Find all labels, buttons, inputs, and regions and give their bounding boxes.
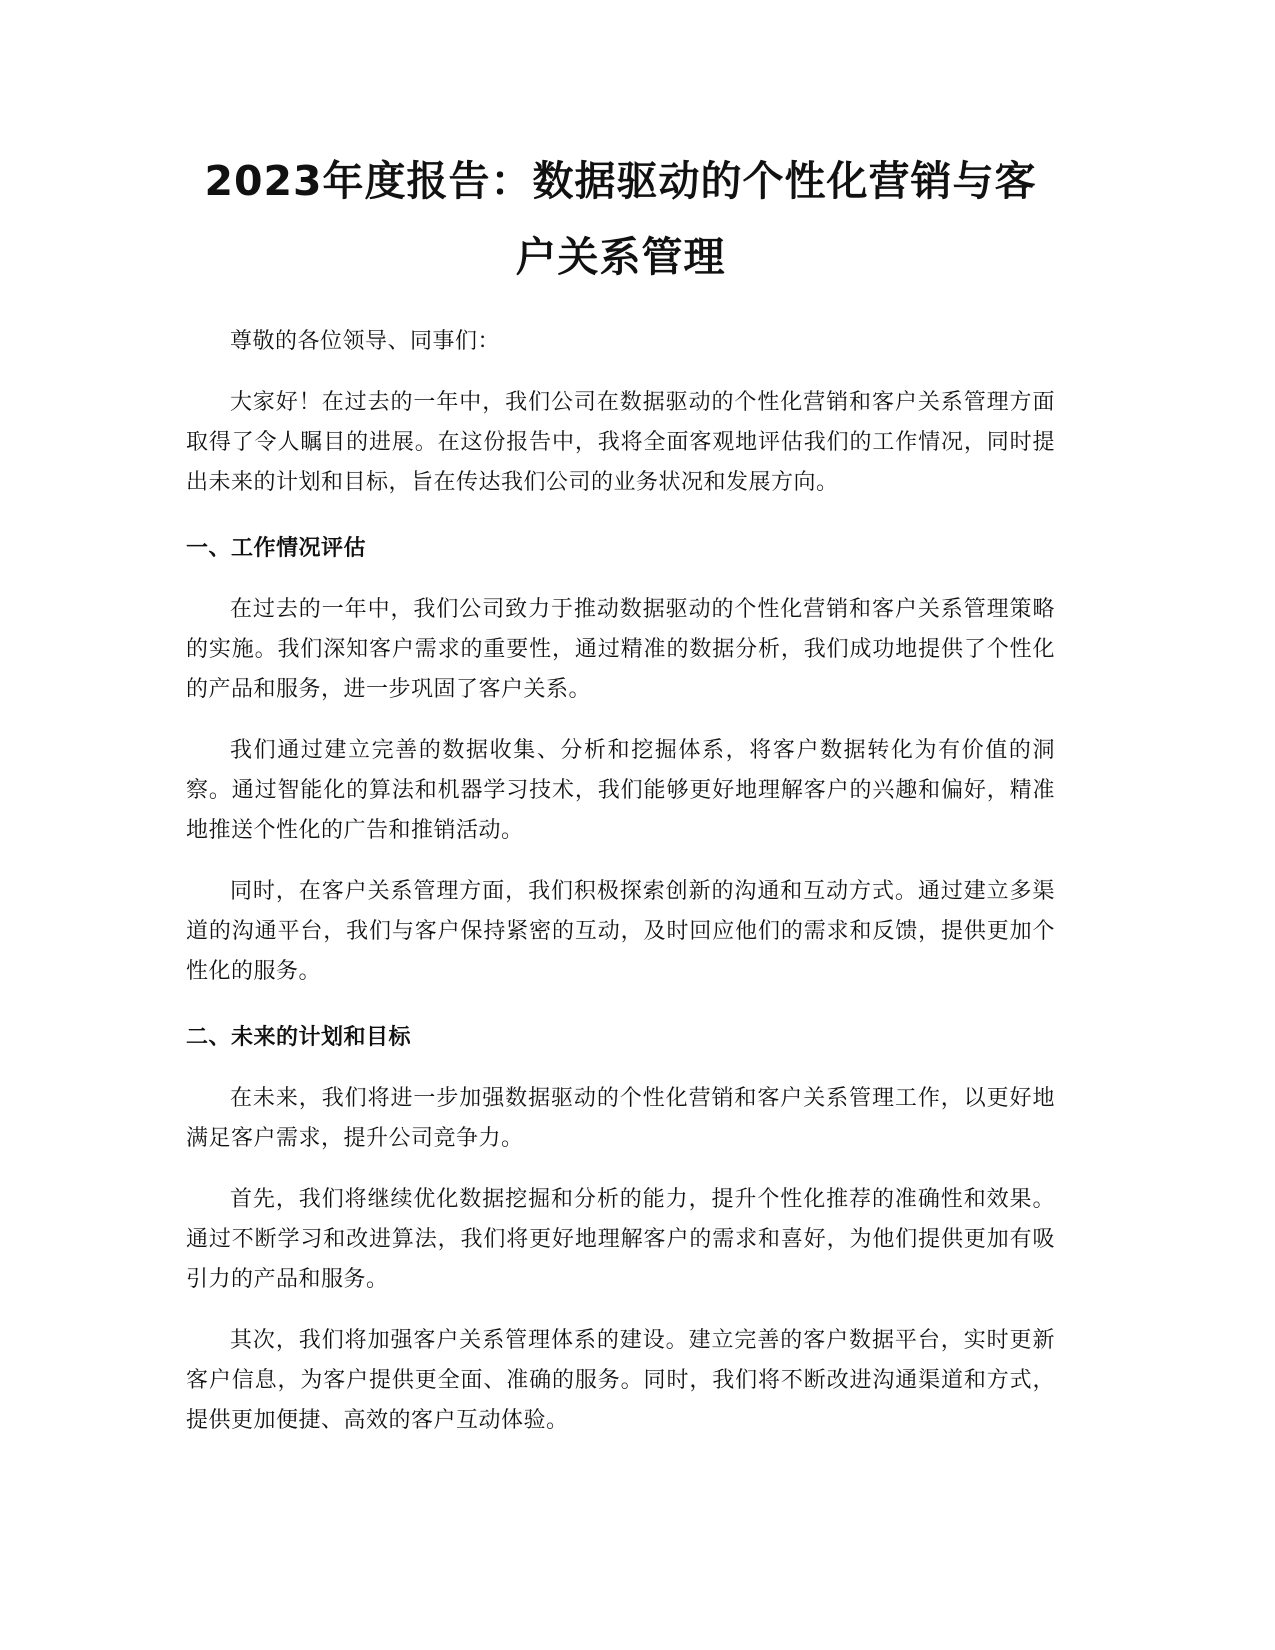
- section1-paragraph-2: 我们通过建立完善的数据收集、分析和挖掘体系，将客户数据转化为有价值的洞察。通过智能化的算法和机器学习技术，我们能够更好地理解客户的兴趣和偏好，精准地推送个性化的广告和推销活动。: [186, 738, 1055, 843]
- section2-paragraph-1: 在未来，我们将进一步加强数据驱动的个性化营销和客户关系管理工作，以更好地满足客户需求，提升公司竞争力。: [186, 1086, 1055, 1151]
- section-heading-future-plans: 二、未来的计划和目标: [186, 1025, 412, 1050]
- greeting: 尊敬的各位领导、同事们：: [230, 329, 501, 354]
- intro-paragraph: 大家好！在过去的一年中，我们公司在数据驱动的个性化营销和客户关系管理方面取得了令人瞩目的进展。在这份报告中，我将全面客观地评估我们的工作情况，同时提出未来的计划和目标，旨在传达我们公司的业务状况和发展方向。: [186, 390, 1055, 495]
- section2-paragraph-3: 其次，我们将加强客户关系管理体系的建设。建立完善的客户数据平台，实时更新客户信息，为客户提供更全面、准确的服务。同时，我们将不断改进沟通渠道和方式，提供更加便捷、高效的客户互动体验。: [186, 1328, 1055, 1433]
- section1-paragraph-1: 在过去的一年中，我们公司致力于推动数据驱动的个性化营销和客户关系管理策略的实施。我们深知客户需求的重要性，通过精准的数据分析，我们成功地提供了个性化的产品和服务，进一步巩固了客户关系。: [186, 597, 1055, 702]
- section1-paragraph-3: 同时，在客户关系管理方面，我们积极探索创新的沟通和互动方式。通过建立多渠道的沟通平台，我们与客户保持紧密的互动，及时回应他们的需求和反馈，提供更加个性化的服务。: [186, 879, 1055, 984]
- section2-paragraph-2: 首先，我们将继续优化数据挖掘和分析的能力，提升个性化推荐的准确性和效果。通过不断学习和改进算法，我们将更好地理解客户的需求和喜好，为他们提供更加有吸引力的产品和服务。: [186, 1187, 1055, 1292]
- section-heading-work-evaluation: 一、工作情况评估: [186, 536, 367, 561]
- document-title: 2023年度报告：数据驱动的个性化营销与客户关系管理: [204, 157, 1037, 281]
